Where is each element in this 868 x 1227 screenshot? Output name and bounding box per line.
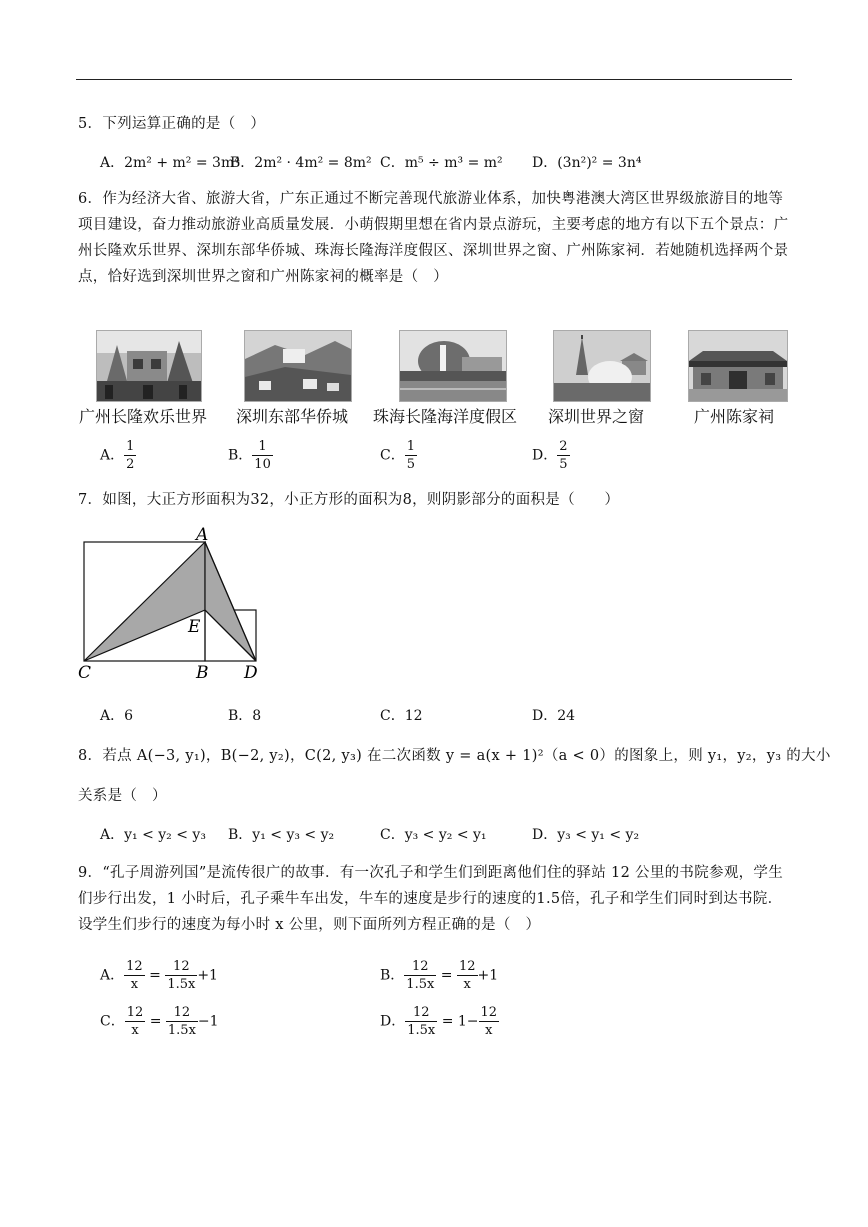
q6-option-d: D． $\frac{2}{5}$ [532, 439, 568, 472]
shaded-region-left [84, 542, 205, 661]
q8-option-a: A．y₁ < y₂ < y₃ [100, 827, 206, 843]
q7-option-d: D．24 [532, 708, 576, 724]
q9-option-d: D． $\frac{12}{1.5x}$ = 1− $\frac{12}{x}$ [380, 1005, 498, 1038]
photo-window-of-world [553, 330, 651, 402]
q5-option-d: D．(3n²)² = 3n⁴ [532, 155, 642, 171]
q5-option-c: C．m⁵ ÷ m³ = m² [380, 155, 503, 171]
q8-option-b: B．y₁ < y₃ < y₂ [228, 827, 335, 843]
photo-ocean-kingdom [399, 330, 507, 402]
q7-option-a: A．6 [100, 708, 134, 724]
photo-chen-clan-academy [688, 330, 788, 402]
caption-place-2: 深圳东部华侨城 [236, 407, 349, 426]
q5-option-a: A．2m² + m² = 3m⁴ [100, 155, 240, 171]
caption-place-3: 珠海长隆海洋度假区 [373, 407, 518, 426]
caption-place-5: 广州陈家祠 [694, 407, 775, 426]
q7-option-b: B．8 [228, 708, 262, 724]
q9-option-c: C． $\frac{12}{x}$ = $\frac{12}{1.5x}$ −1 [100, 1005, 219, 1038]
photo-east-oct [244, 330, 352, 402]
q6-option-a: A． $\frac{1}{2}$ [100, 439, 135, 472]
point-a-label: A [196, 525, 209, 545]
point-e-label: E [188, 617, 201, 637]
point-c-label: C [78, 663, 92, 683]
header-rule [76, 79, 792, 80]
caption-place-1: 广州长隆欢乐世界 [79, 407, 208, 426]
q8-option-c: C．y₃ < y₂ < y₁ [380, 827, 487, 843]
q5-stem: 5．下列运算正确的是（ ） [78, 116, 266, 132]
q5-option-b: B．2m² · 4m² = 8m² [230, 155, 372, 171]
q9-stem: 9．“孔子周游列国”是流传很广的故事．有一次孔子和学生们到距离他们住的驿站 12 公里的书院参观，学生们步行出发，1 小时后，孔子乘牛车出发，牛车的速度是步行的速度的1.5倍，孔子和学生们同时到达书院．设学生们步行的速度为每小时 x 公里，则下面所列方程正确的是（ ） [78, 865, 784, 933]
q8-stem-line1: 8．若点 A(−3, y₁)，B(−2, y₂)，C(2, y₃) 在二次函数 y = a(x + 1)²（a < 0）的图象上，则 y₁，y₂，y₃ 的大小 [78, 748, 831, 764]
point-b-label: B [196, 663, 209, 683]
photo-changlong-paradise [96, 330, 202, 402]
q6-stem: 6．作为经济大省、旅游大省，广东正通过不断完善现代旅游业体系，加快粤港澳大湾区世界级旅游目的地等项目建设，奋力推动旅游业高质量发展．小萌假期里想在省内景点游玩，主要考虑的地方有以下五个景点：广州长隆欢乐世界、深圳东部华侨城、珠海长隆海洋度假区、深圳世界之窗、广州陈家祠．若她随机选择两个景点，恰好选到深圳世界之窗和广州陈家祠的概率是（ ） [78, 191, 789, 285]
q7-stem: 7．如图，大正方形面积为32，小正方形的面积为8，则阴影部分的面积是（ ） [78, 492, 620, 508]
caption-place-4: 深圳世界之窗 [548, 407, 645, 426]
q9-option-b: B． $\frac{12}{1.5x}$ = $\frac{12}{x}$ +1 [380, 959, 499, 992]
q6-option-b: B． $\frac{1}{10}$ [228, 439, 271, 472]
q7-geometry-figure [72, 520, 272, 688]
q8-option-d: D．y₃ < y₁ < y₂ [532, 827, 640, 843]
point-d-label: D [244, 663, 258, 683]
q8-stem-line2: 关系是（ ） [78, 788, 167, 804]
q9-option-a: A． $\frac{12}{x}$ = $\frac{12}{1.5x}$ +1 [100, 959, 218, 992]
q7-option-c: C．12 [380, 708, 423, 724]
q6-option-c: C． $\frac{1}{5}$ [380, 439, 415, 472]
